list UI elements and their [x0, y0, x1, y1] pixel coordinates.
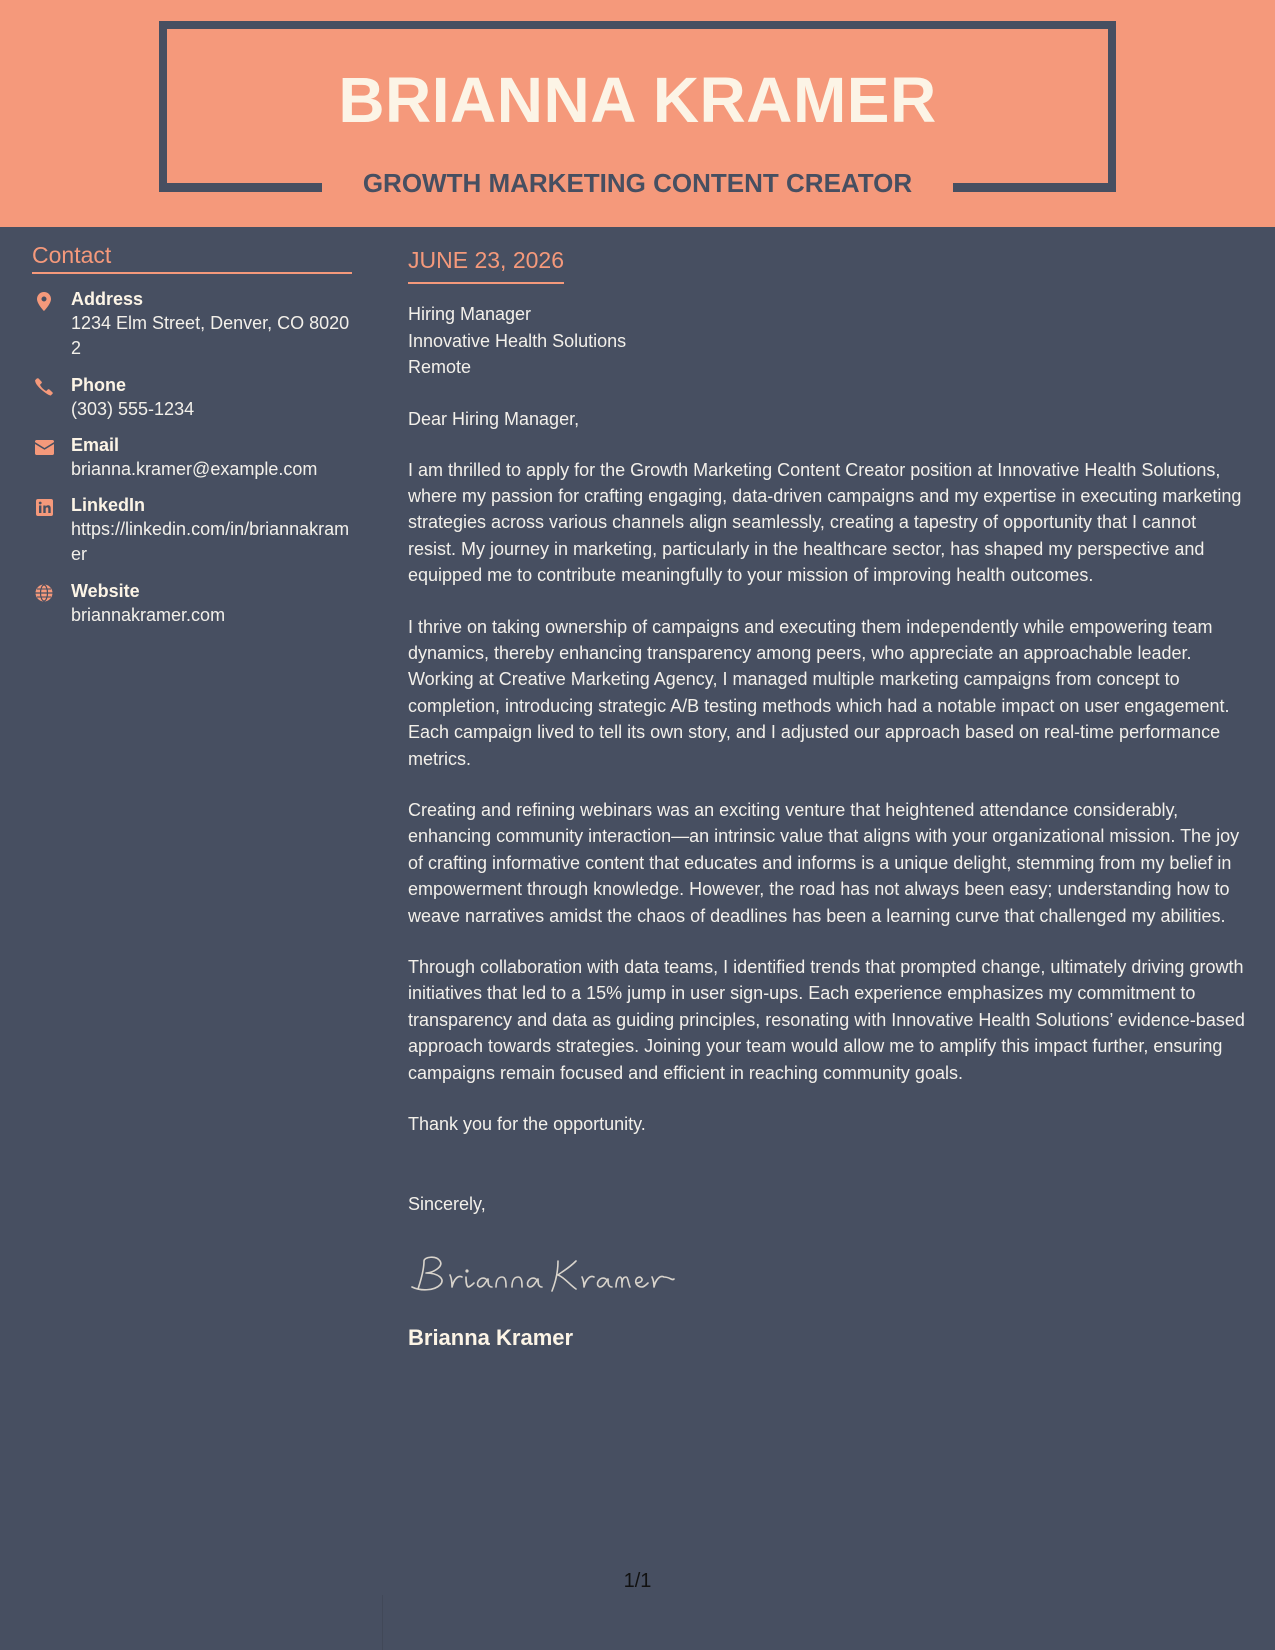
- signoff: Sincerely,: [408, 1194, 486, 1215]
- contact-value: brianna.kramer@example.com: [71, 459, 318, 479]
- recipient-block: [408, 301, 1248, 381]
- contact-heading: Contact: [32, 240, 352, 274]
- signed-name: Brianna Kramer: [408, 1325, 574, 1351]
- letter-paragraph: Creating and refining webinars was an exciting venture that heightened attendance considerably, enhancing community interaction—an intrinsic value that aligns with your organizational mission. The joy of crafting informative content that educates and informs is a unique delight, stemming from my belief in empowerment through knowledge. However, the road has not always been easy; understanding how to weave narratives amidst the chaos of deadlines has been a learning curve that challenged my abilities.: [408, 799, 1240, 926]
- handwritten-signature: [408, 1251, 1248, 1301]
- contact-value: 1234 Elm Street, Denver, CO 80202: [71, 313, 350, 358]
- contact-label: Website: [71, 581, 140, 601]
- contact-value: https://linkedin.com/in/briannakramer: [71, 519, 350, 564]
- closing-line: Thank you for the opportunity.: [408, 1114, 646, 1135]
- contact-item-linkedin: [32, 493, 352, 567]
- letter-date: JUNE 23, 2026: [408, 247, 564, 273]
- contact-label: Phone: [71, 375, 127, 395]
- job-title: GROWTH MARKETING CONTENT CREATOR: [362, 168, 913, 198]
- phone-icon: [32, 377, 56, 397]
- divider: [382, 1595, 383, 1650]
- letter-paragraph: Through collaboration with data teams, I identified trends that prompted change, ultimately driving growth initiatives that led to a 15% jump in user sign-ups. Each experience emphasizes my commitment to transparency and data as guiding principles, resonating with Innovative Health Solutions’ evidence-based approach towards strategies. Joining your team would allow me to amplify this impact further, ensuring campaigns remain focused and efficient in reaching community goals.: [408, 957, 1245, 1083]
- map-pin-icon: [32, 291, 56, 311]
- letter-paragraph: I am thrilled to apply for the Growth Marketing Content Creator position at Innovative Health Solutions, where my passion for crafting engaging, data-driven campaigns and my expertise in executing marketing strategies across various channels align seamlessly, creating a tapestry of opportunity that I cannot resist. My journey in marketing, particularly in the healthcare sector, has shaped my perspective and equipped me to contribute meaningfully to your mission of improving health outcomes.: [408, 459, 1242, 586]
- recipient-line: Innovative Health Solutions: [408, 330, 627, 351]
- contact-label: Email: [71, 435, 120, 455]
- header-frame: [953, 183, 1116, 192]
- letter-body: [408, 242, 1248, 1353]
- letter-paragraph: I thrive on taking ownership of campaigns and executing them independently while empowering team dynamics, thereby enhancing transparency among peers, who appreciate an approachable leader. Working at Creative Marketing Agency, I managed multiple marketing campaigns from concept to completion, introducing strategic A/B testing methods which had a notable impact on user engagement. Each campaign lived to tell its own story, and I adjusted our approach based on real-time performance metrics.: [408, 616, 1230, 769]
- contact-value: briannakramer.com: [71, 605, 226, 625]
- envelope-icon: [32, 437, 56, 457]
- contact-item-phone: [32, 373, 352, 422]
- date-underline: [408, 242, 564, 284]
- contact-item-address: [32, 287, 352, 361]
- contact-value: (303) 555-1234: [71, 399, 195, 419]
- header-frame: [159, 21, 1116, 29]
- contact-label: LinkedIn: [71, 495, 146, 515]
- contact-label: Address: [71, 289, 144, 309]
- contact-item-email: [32, 433, 352, 482]
- linkedin-icon: [32, 497, 56, 517]
- header-frame: [159, 183, 322, 192]
- salutation: Dear Hiring Manager,: [408, 408, 580, 429]
- applicant-name: BRIANNA KRAMER: [338, 64, 937, 136]
- recipient-line: Remote: [408, 357, 472, 377]
- header-band: [0, 0, 1275, 227]
- globe-icon: [32, 583, 56, 603]
- header-frame: [159, 21, 167, 192]
- header-frame: [1108, 21, 1116, 192]
- page-number: 1/1: [623, 1570, 652, 1592]
- contact-item-website: [32, 579, 352, 628]
- contact-sidebar: [32, 240, 352, 628]
- recipient-line: Hiring Manager: [408, 304, 532, 324]
